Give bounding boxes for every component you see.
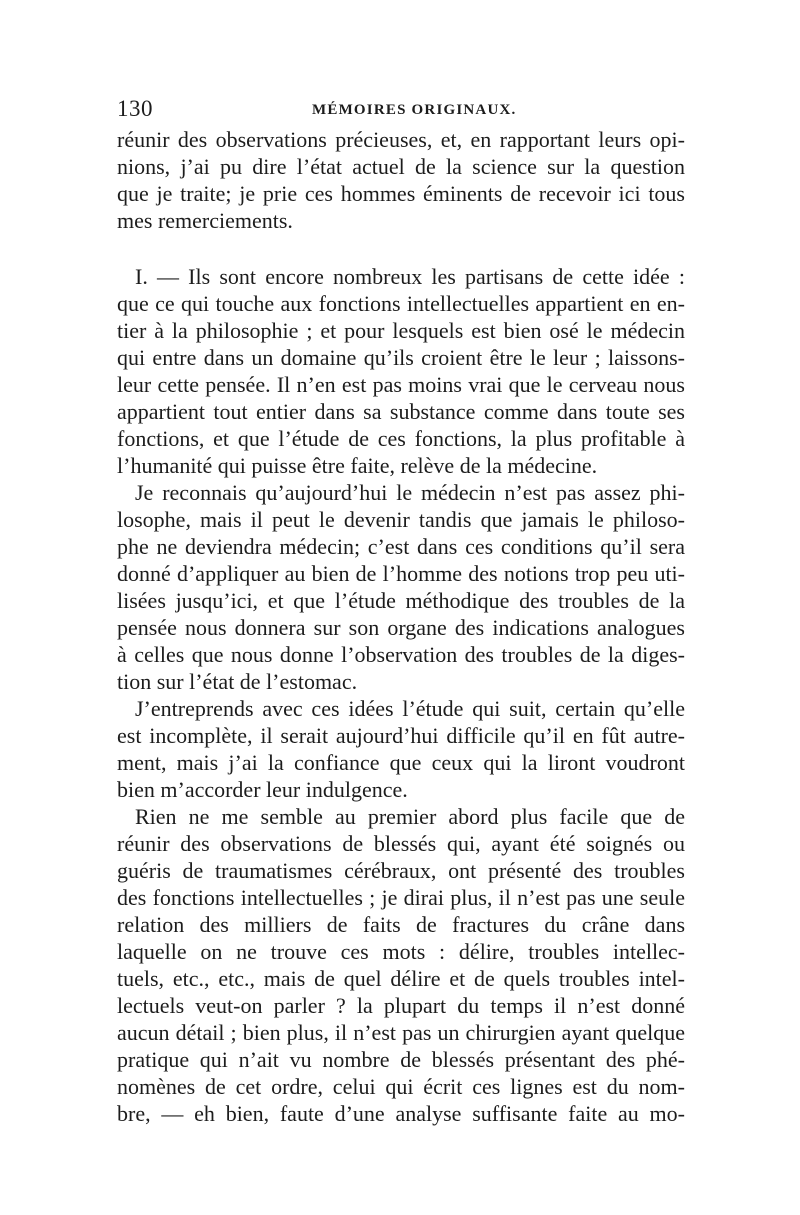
text-line: mes remerciements. [117,208,293,233]
text-line: que ce qui touche aux fonctions intellectuelles appartient en en- [117,291,685,316]
text-line: Je reconnais qu’aujourd’hui le médecin n’est pas assez phi- [135,480,685,505]
text-line: pensée nous donnera sur son organe des indications analogues [117,615,685,640]
text-line: aucun détail ; bien plus, il n’est pas un chirurgien ayant quelque [117,1020,685,1045]
text-line: guéris de traumatismes cérébraux, ont présenté des troubles [117,858,685,883]
text-line: est incomplète, il serait aujourd’hui difficile qu’il en fût autre- [117,723,685,748]
text-line: réunir des observations de blessés qui, ayant été soignés ou [117,831,685,856]
paragraph [117,803,685,1127]
text-line: tion sur l’état de l’estomac. [117,669,358,694]
page-number: 130 [117,96,153,121]
body-text [117,126,685,1127]
text-line: des fonctions intellectuelles ; je dirai plus, il n’est pas une seule [117,885,685,910]
text-line: l’humanité qui puisse être faite, relève de la médecine. [117,453,598,478]
text-line: bien m’accorder leur indulgence. [117,777,408,802]
section-gap [117,234,685,263]
text-line: réunir des observations précieuses, et, en rapportant leurs opi- [117,127,685,152]
text-line: losophe, mais il peut le devenir tandis que jamais le philoso- [117,507,685,532]
text-line: pratique qui n’ait vu nombre de blessés présentant des phé- [117,1047,685,1072]
text-line: qui entre dans un domaine qu’ils croient être le leur ; laissons- [117,345,685,370]
text-line: relation des milliers de faits de fractures du crâne dans [117,912,685,937]
header-title: MÉMOIRES ORIGINAUX. [312,102,517,118]
paragraph [117,126,685,234]
text-line: tier à la philosophie ; et pour lesquels est bien osé le médecin [117,318,685,343]
text-line: I. — Ils sont encore nombreux les partisans de cette idée : [135,264,685,289]
paragraph [117,263,685,479]
text-line: lectuels veut-on parler ? la plupart du temps il n’est donné [117,993,685,1018]
text-line: J’entreprends avec ces idées l’étude qui suit, certain qu’elle [135,696,685,721]
text-line: phe ne deviendra médecin; c’est dans ces conditions qu’il sera [117,534,685,559]
text-line: fonctions, et que l’étude de ces fonctions, la plus profitable à [117,426,685,451]
text-line: que je traite; je prie ces hommes éminents de recevoir ici tous [117,181,685,206]
running-head [117,96,687,126]
paragraph [117,479,685,695]
text-line: leur cette pensée. Il n’en est pas moins vrai que le cerveau nous [117,372,685,397]
text-line: donné d’appliquer au bien de l’homme des notions trop peu uti- [117,561,685,586]
text-line: à celles que nous donne l’observation des troubles de la diges- [117,642,685,667]
text-line: nomènes de cet ordre, celui qui écrit ces lignes est du nom- [117,1074,685,1099]
paragraph [117,695,685,803]
text-line: bre, — eh bien, faute d’une analyse suffisante faite au mo- [117,1101,685,1126]
text-line: ment, mais j’ai la confiance que ceux qui la liront voudront [117,750,685,775]
text-line: lisées jusqu’ici, et que l’étude méthodique des troubles de la [117,588,685,613]
text-line: Rien ne me semble au premier abord plus facile que de [135,804,685,829]
text-line: appartient tout entier dans sa substance comme dans toute ses [117,399,685,424]
text-line: nions, j’ai pu dire l’état actuel de la science sur la question [117,154,685,179]
text-line: tuels, etc., etc., mais de quel délire et de quels troubles intel- [117,966,685,991]
text-line: laquelle on ne trouve ces mots : délire, troubles intellec- [117,939,685,964]
